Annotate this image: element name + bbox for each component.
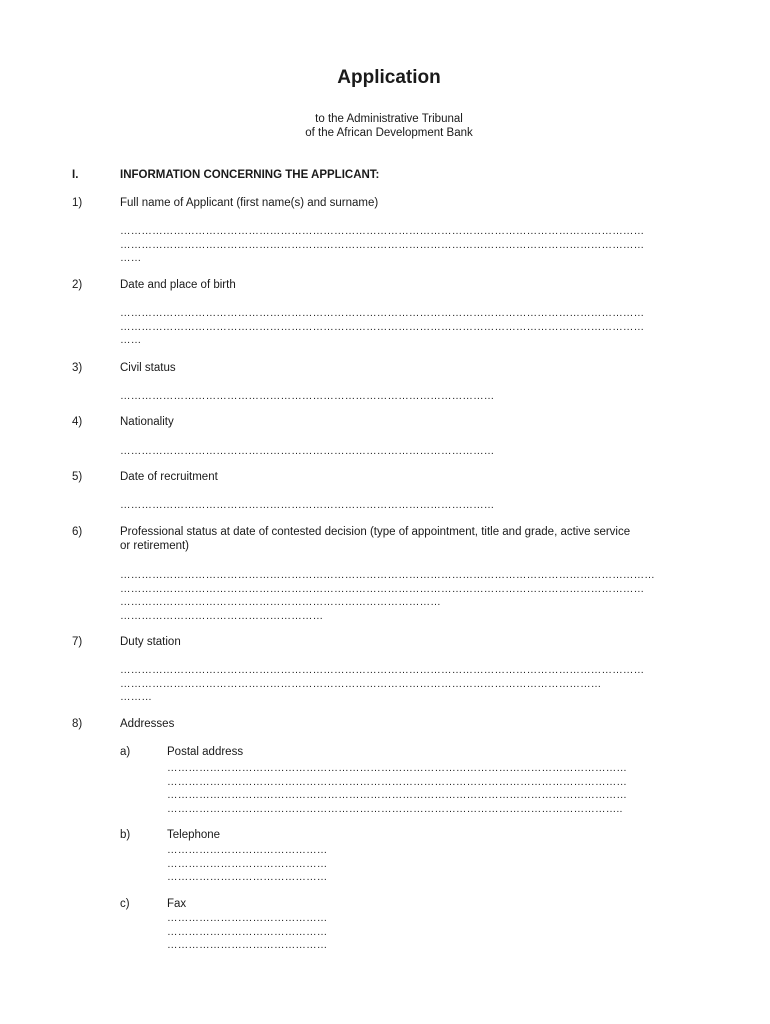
- dotted-line: …………………………………………………………………………………………………………………………………: [120, 320, 645, 333]
- dotted-line: ……………………………………………………………………………………………: [120, 390, 495, 402]
- duty-station-field[interactable]: [120, 664, 644, 705]
- dotted-line: ……………………………………………………………………………………………: [120, 445, 495, 457]
- item-5-label: Date of recruitment: [120, 471, 218, 483]
- section-heading: INFORMATION CONCERNING THE APPLICANT:: [120, 169, 380, 181]
- address-a-letter: a): [120, 746, 131, 758]
- dotted-line: …………………………………………………………………………………………………………………………………: [120, 238, 645, 251]
- section-number: I.: [72, 169, 79, 181]
- dotted-line: ………: [120, 691, 153, 703]
- address-b-letter: b): [120, 829, 131, 841]
- dotted-line: ……………………………………………………………………………………………: [120, 499, 495, 511]
- dotted-line: …………………………………………………………………………………………………………………………………: [120, 664, 645, 676]
- professional-status-field[interactable]: [120, 569, 655, 623]
- dotted-line: …………………………………………………………………………………………………………………………………: [120, 307, 645, 319]
- dotted-line: ………………………………………………………………………………: [120, 596, 441, 608]
- dotted-line: ………………………………………: [167, 871, 328, 883]
- dotted-line: ………………………………………: [167, 939, 328, 951]
- civil-status-field[interactable]: [120, 390, 495, 404]
- recruitment-date-field[interactable]: [120, 499, 495, 513]
- item-6-label: Professional status at date of contested decision (type of appointment, title and grade, active service: [120, 526, 631, 538]
- item-1-label: Full name of Applicant (first name(s) and surname): [120, 197, 379, 209]
- dotted-line: ………………………………………: [167, 844, 328, 856]
- item-1-number: 1): [72, 197, 83, 209]
- nationality-field[interactable]: [120, 445, 495, 459]
- address-a-label: Postal address: [167, 746, 244, 758]
- postal-address-field[interactable]: [167, 762, 627, 816]
- address-c-letter: c): [120, 898, 130, 910]
- dotted-line: ……: [120, 334, 142, 346]
- address-b-label: Telephone: [167, 829, 221, 841]
- birth-date-place-field[interactable]: [120, 307, 644, 348]
- item-5-number: 5): [72, 471, 83, 483]
- item-7-number: 7): [72, 636, 83, 648]
- dotted-line: …………………………………………………………………………………………………………………………………: [120, 225, 645, 237]
- item-8-label: Addresses: [120, 718, 175, 730]
- full-name-field[interactable]: [120, 225, 644, 266]
- dotted-line: ……………………………………………………………………………………………………………………………………: [120, 569, 655, 581]
- dotted-line: ……: [120, 252, 142, 264]
- document-title: Application: [337, 67, 441, 88]
- item-3-number: 3): [72, 362, 83, 374]
- subtitle-line-1: to the Administrative Tribunal: [315, 113, 463, 125]
- item-4-label: Nationality: [120, 416, 174, 428]
- subtitle-line-2: of the African Development Bank: [305, 127, 473, 139]
- item-8-number: 8): [72, 718, 83, 730]
- item-6-label-continued: or retirement): [120, 540, 190, 552]
- item-7-label: Duty station: [120, 636, 181, 648]
- dotted-line: …………………………………………………………………………………………………………………: [167, 762, 628, 774]
- item-2-label: Date and place of birth: [120, 279, 236, 291]
- dotted-line: ………………………………………: [167, 912, 328, 924]
- item-6-number: 6): [72, 526, 83, 538]
- dotted-line: …………………………………………………………………………………………………………………: [167, 775, 628, 788]
- item-3-label: Civil status: [120, 362, 176, 374]
- telephone-field[interactable]: [167, 844, 328, 885]
- address-c-label: Fax: [167, 898, 187, 910]
- dotted-line: …………………………………………………………………………………………………………………………………: [120, 582, 645, 595]
- dotted-line: ………………………………………………………………………………………………………………………: [120, 677, 602, 690]
- item-2-number: 2): [72, 279, 83, 291]
- fax-field[interactable]: [167, 912, 328, 953]
- dotted-line: ………………………………………: [167, 925, 328, 938]
- dotted-line: …………………………………………………………………………………………………………………: [167, 789, 628, 801]
- dotted-line: …………………………………………………: [120, 609, 324, 622]
- dotted-line: ………………………………………………………………………………………………………………..: [167, 802, 623, 815]
- dotted-line: ………………………………………: [167, 857, 328, 870]
- item-4-number: 4): [72, 416, 83, 428]
